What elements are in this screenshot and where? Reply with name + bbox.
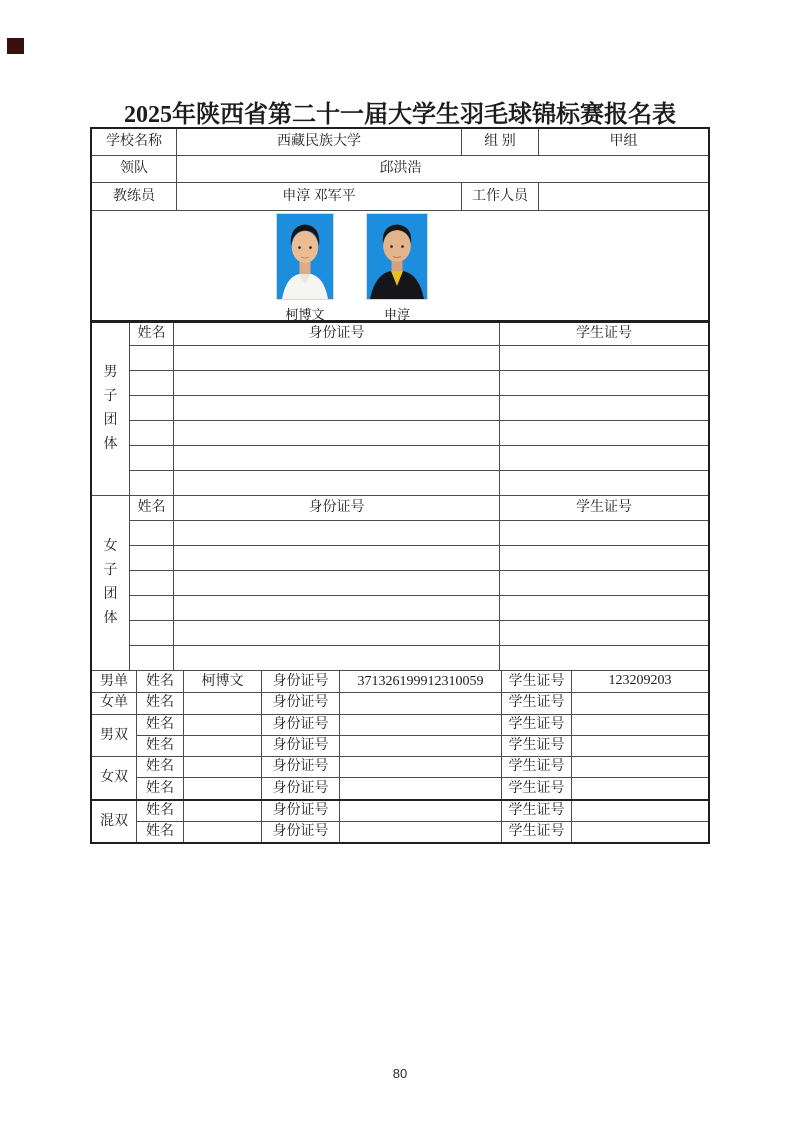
name-label: 姓名 — [137, 757, 184, 777]
id-value — [340, 715, 502, 735]
event-category: 混双 — [92, 801, 137, 843]
id-column-header: 身份证号 — [174, 323, 500, 345]
mens-team-section — [92, 323, 708, 496]
event-category: 女双 — [92, 757, 137, 799]
womens-team-empty-row — [130, 621, 708, 646]
womens-team-category: 女子团体 — [92, 496, 130, 670]
id-label: 身份证号 — [262, 822, 340, 842]
coach-value: 申淳 邓军平 — [177, 183, 462, 210]
event-group-womens-singles — [92, 693, 708, 715]
event-group-mens-doubles — [92, 715, 708, 758]
name-column-header: 姓名 — [130, 323, 174, 345]
event-category: 女单 — [92, 693, 137, 714]
name-value — [184, 736, 262, 756]
id-value — [340, 693, 502, 714]
student-id-label: 学生证号 — [502, 736, 572, 756]
name-label: 姓名 — [137, 736, 184, 756]
name-value — [184, 801, 262, 821]
mens-team-category: 男子团体 — [92, 323, 130, 495]
id-label: 身份证号 — [262, 801, 340, 821]
student-id-label: 学生证号 — [502, 715, 572, 735]
womens-team-empty-row — [130, 546, 708, 571]
photo-block-1 — [277, 214, 333, 323]
name-value — [184, 693, 262, 714]
event-row — [137, 822, 708, 842]
mens-team-empty-row — [130, 471, 708, 496]
id-value — [340, 801, 502, 821]
id-value — [340, 757, 502, 777]
event-row — [137, 715, 708, 736]
form-title: 2025年陕西省第二十一届大学生羽毛球锦标赛报名表 — [124, 102, 676, 128]
event-row — [137, 693, 708, 714]
name-label: 姓名 — [137, 822, 184, 842]
student-id-value — [572, 778, 708, 798]
mens-team-empty-row — [130, 346, 708, 371]
womens-team-empty-row — [130, 571, 708, 596]
womens-team-empty-row — [130, 646, 708, 671]
name-value — [184, 778, 262, 798]
mens-team-empty-row — [130, 371, 708, 396]
school-row — [92, 129, 708, 156]
name-label: 姓名 — [137, 778, 184, 798]
id-label: 身份证号 — [262, 671, 340, 692]
student-id-label: 学生证号 — [502, 693, 572, 714]
photo-block-2 — [367, 214, 427, 323]
coach-row — [92, 183, 708, 211]
mens-team-empty-row — [130, 396, 708, 421]
photo-caption-2: 申淳 — [383, 307, 410, 322]
event-row — [137, 801, 708, 822]
id-value — [340, 736, 502, 756]
name-value — [184, 822, 262, 842]
id-label: 身份证号 — [262, 778, 340, 798]
student-id-label: 学生证号 — [502, 822, 572, 842]
photo-caption-1: 柯博文 — [285, 307, 325, 322]
group-value: 甲组 — [609, 134, 638, 150]
mens-team-grid — [130, 323, 708, 495]
womens-team-grid — [130, 496, 708, 670]
student-id-value — [572, 801, 708, 821]
leader-row — [92, 156, 708, 183]
scan-artifact-mark — [7, 38, 24, 54]
student-id-value — [572, 715, 708, 735]
womens-team-empty-row — [130, 596, 708, 621]
group-label: 组 别 — [462, 129, 539, 155]
id-label: 身份证号 — [262, 757, 340, 777]
leader-value: 邱洪浩 — [379, 161, 422, 177]
leader-label: 领队 — [92, 156, 177, 182]
staff-label: 工作人员 — [462, 183, 539, 210]
student-id-value: 123209203 — [608, 673, 672, 688]
name-value: 柯博文 — [184, 671, 262, 692]
student-id-label: 学生证号 — [502, 801, 572, 821]
id-value: 371326199912310059 — [340, 671, 502, 692]
event-group-mens-singles — [92, 671, 708, 693]
student-id-label: 学生证号 — [502, 778, 572, 798]
womens-team-header-row — [130, 496, 708, 521]
mens-team-header-row — [130, 323, 708, 346]
mens-team-empty-row — [130, 421, 708, 446]
event-category: 男单 — [92, 671, 137, 692]
staff-value — [539, 183, 708, 210]
student-id-value — [572, 822, 708, 842]
student-id-column-header: 学生证号 — [576, 326, 632, 342]
student-id-value — [572, 757, 708, 777]
id-label: 身份证号 — [262, 736, 340, 756]
page-number: 80 — [392, 1066, 408, 1081]
school-label: 学校名称 — [92, 129, 177, 155]
student-id-column-header: 学生证号 — [576, 500, 632, 516]
id-column-header: 身份证号 — [174, 496, 500, 520]
event-row — [137, 757, 708, 778]
school-value: 西藏民族大学 — [177, 129, 462, 155]
id-value — [340, 822, 502, 842]
mens-team-empty-row — [130, 446, 708, 471]
name-label: 姓名 — [137, 693, 184, 714]
id-label: 身份证号 — [262, 715, 340, 735]
student-id-value — [572, 736, 708, 756]
womens-team-section — [92, 496, 708, 671]
registration-table — [90, 127, 710, 844]
coach-label: 教练员 — [92, 183, 177, 210]
womens-team-empty-row — [130, 521, 708, 546]
event-row — [137, 778, 708, 798]
student-id-label: 学生证号 — [502, 671, 572, 692]
student-id-value — [572, 693, 708, 714]
id-label: 身份证号 — [262, 693, 340, 714]
event-category: 男双 — [92, 715, 137, 757]
student-id-label: 学生证号 — [502, 757, 572, 777]
name-value — [184, 715, 262, 735]
id-photo-kebowen — [277, 214, 333, 299]
id-value — [340, 778, 502, 798]
event-row — [137, 736, 708, 756]
name-label: 姓名 — [137, 715, 184, 735]
name-value — [184, 757, 262, 777]
event-group-mixed-doubles — [92, 801, 708, 843]
event-row — [137, 671, 708, 692]
photo-row — [92, 211, 708, 323]
name-label: 姓名 — [137, 671, 184, 692]
name-label: 姓名 — [137, 801, 184, 821]
name-column-header: 姓名 — [130, 496, 174, 520]
event-group-womens-doubles — [92, 757, 708, 801]
id-photo-shenchun — [367, 214, 427, 299]
events-section — [92, 671, 708, 842]
